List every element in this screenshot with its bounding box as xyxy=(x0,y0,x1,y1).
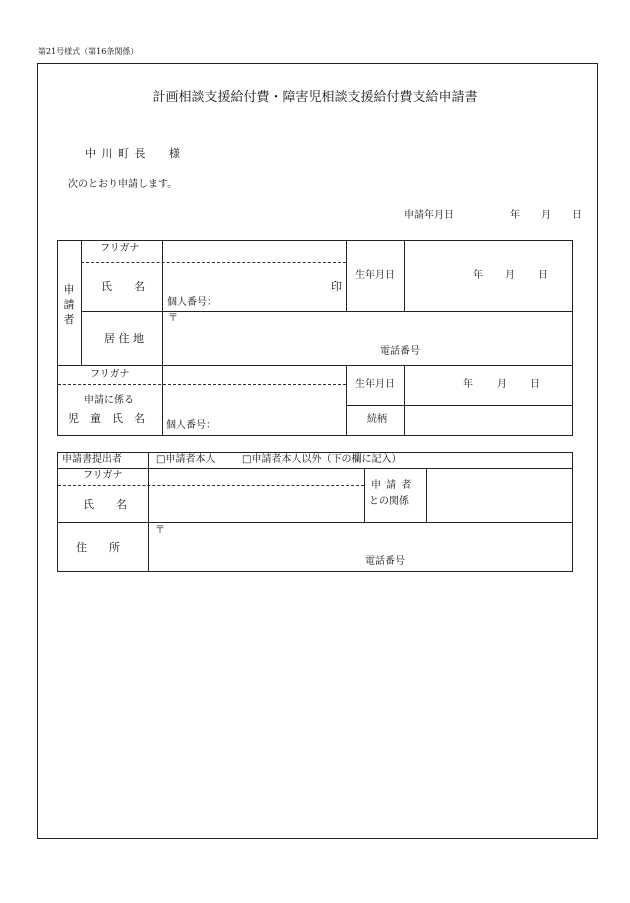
submitter-option-self[interactable]: □申請者本人 xyxy=(156,454,216,465)
child-personal-number-label: 個人番号： xyxy=(166,420,216,431)
child-name-label-line2: 児 童 氏 名 xyxy=(68,412,145,425)
relation-label-line1: 申 請 者 xyxy=(371,480,413,491)
application-date-month: 月 xyxy=(541,210,551,221)
application-date-year: 年 xyxy=(510,210,520,221)
applicant-birthdate-label: 生年月日 xyxy=(355,270,395,281)
recipient: 中 川 町 長 xyxy=(85,147,147,160)
page-title: 計画相談支援給付費・障害児相談支援給付費支給申請書 xyxy=(152,90,478,105)
submitter-name-label: 氏 名 xyxy=(83,498,127,511)
applicant-name-label: 氏 名 xyxy=(101,280,145,293)
child-birth-day: 日 xyxy=(530,379,540,390)
form-number: 第21号様式（第16条関係） xyxy=(38,47,139,56)
applicant-furigana-label: フリガナ xyxy=(100,243,140,254)
submitter-label: 申請書提出者 xyxy=(62,454,122,465)
applicant-phone-label: 電話番号 xyxy=(380,346,420,357)
applicant-side-label: 申 請 者 xyxy=(63,283,75,326)
child-furigana-label: フリガナ xyxy=(90,369,130,380)
applicant-personal-number-label: 個人番号： xyxy=(167,297,217,308)
child-birth-month: 月 xyxy=(497,379,507,390)
applicant-birth-day: 日 xyxy=(538,270,548,281)
submitter-furigana-label: フリガナ xyxy=(83,470,123,481)
applicant-postal-mark: 〒 xyxy=(168,313,178,324)
application-date-label: 申請年月日 xyxy=(404,210,454,221)
submitter-postal-mark: 〒 xyxy=(155,525,165,536)
child-name-label-line1: 申請に係る xyxy=(84,395,134,406)
application-date-day: 日 xyxy=(572,210,582,221)
child-birthdate-label: 生年月日 xyxy=(355,379,395,390)
relation-label-line2: との関係 xyxy=(369,496,409,507)
submitter-address-label: 住 所 xyxy=(76,541,120,554)
recipient-honorific: 様 xyxy=(169,147,180,160)
applicant-birth-year: 年 xyxy=(473,270,483,281)
child-birth-year: 年 xyxy=(463,379,473,390)
request-text: 次のとおり申請します。 xyxy=(68,179,178,190)
submitter-phone-label: 電話番号 xyxy=(365,556,405,567)
submitter-option-other[interactable]: □申請者本人以外（下の欄に記入） xyxy=(242,454,402,465)
seal-mark: 印 xyxy=(331,280,342,293)
applicant-birth-month: 月 xyxy=(505,270,515,281)
child-relationship-label: 続柄 xyxy=(367,414,387,425)
applicant-address-label: 居 住 地 xyxy=(104,332,144,345)
